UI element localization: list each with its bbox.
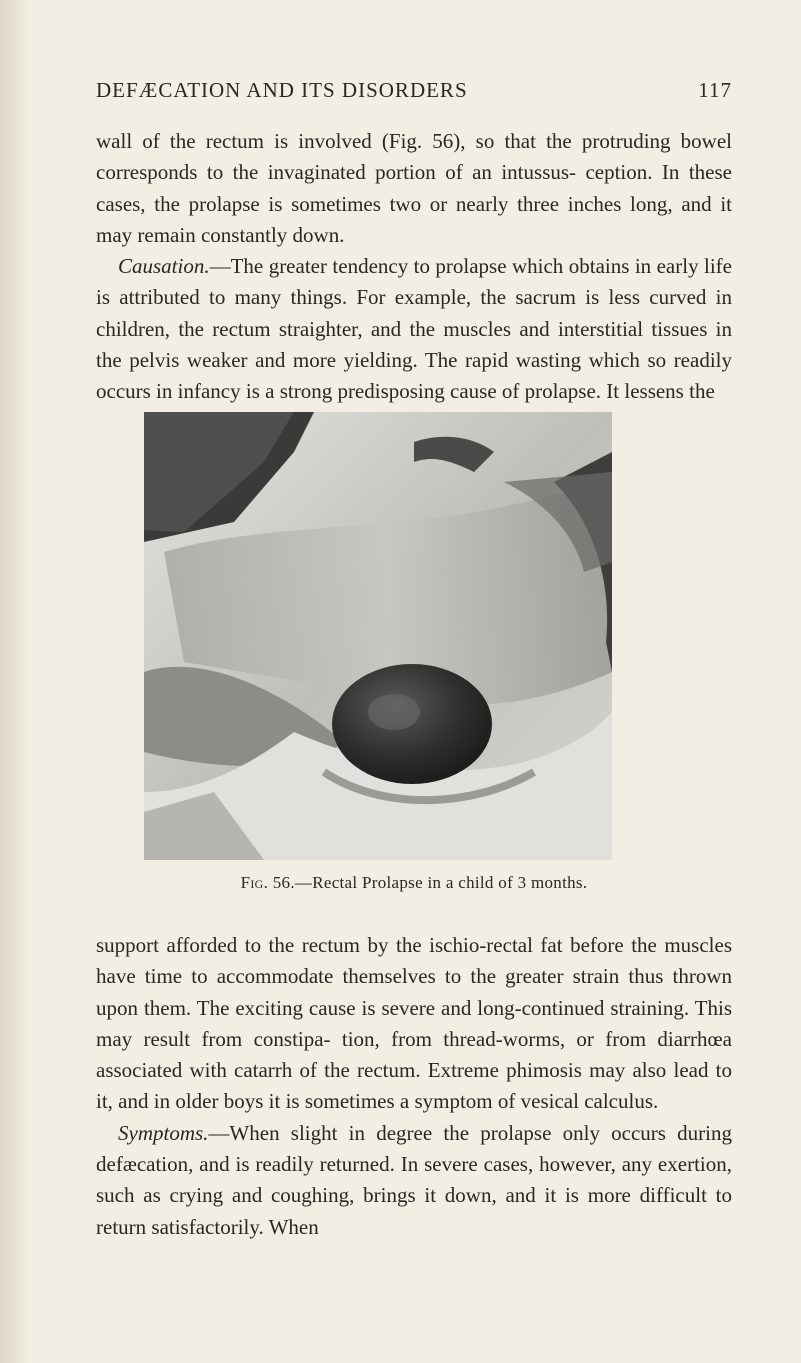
figure-label: Fig. 56. [240, 873, 295, 892]
page-fold-shadow [0, 0, 30, 1363]
prolapse-photo-illustration [144, 412, 612, 860]
symptoms-text: —When slight in degree the prolapse only occurs during defæcation, and is readily returned. In severe cases, however, any exertion, such as crying and coughing, brings it down, and it is more difficult to return satisfactorily. When [96, 1120, 732, 1239]
text-block-bottom [96, 930, 732, 1243]
running-title: DEFÆCATION AND ITS DISORDERS [96, 78, 468, 102]
paragraph: support afforded to the rectum by the ischio-rectal fat before the muscles have time to accommodate themselves to the greater strain thus thrown upon them. The exciting cause is severe and long-continued straining. This may result from constipa- tion, from thread-worms, or from diarrhœa associated with catarrh of the rectum. Extreme phimosis may also lead to it, and in older boys it is sometimes a symptom of vesical calculus. [96, 933, 732, 1114]
figure-photograph [144, 412, 612, 860]
text-block-top [96, 126, 732, 408]
causation-paragraph [96, 251, 732, 407]
causation-text: —The greater tendency to prolapse which obtains in early life is attributed to many things. For example, the sacrum is less curved in children, the rectum straighter, and the muscles and interstitial tissues in the pelvis weaker and more yielding. The rapid wasting which so readily occurs in infancy is a strong predisposing cause of prolapse. It lessens the [96, 254, 732, 404]
causation-heading: Causation. [118, 254, 210, 279]
symptoms-paragraph [96, 1118, 732, 1243]
paragraph: wall of the rectum is involved (Fig. 56), so that the protruding bowel corresponds to the invaginated portion of an intussus- ception. In these cases, the prolapse is sometimes two or nearly three inches long, and it may remain constantly down. [96, 129, 732, 247]
page-number: 117 [698, 78, 732, 102]
figure-caption-text: —Rectal Prolapse in a child of 3 months. [294, 873, 588, 892]
figure-caption [96, 873, 732, 893]
symptoms-heading: Symptoms. [118, 1120, 209, 1145]
